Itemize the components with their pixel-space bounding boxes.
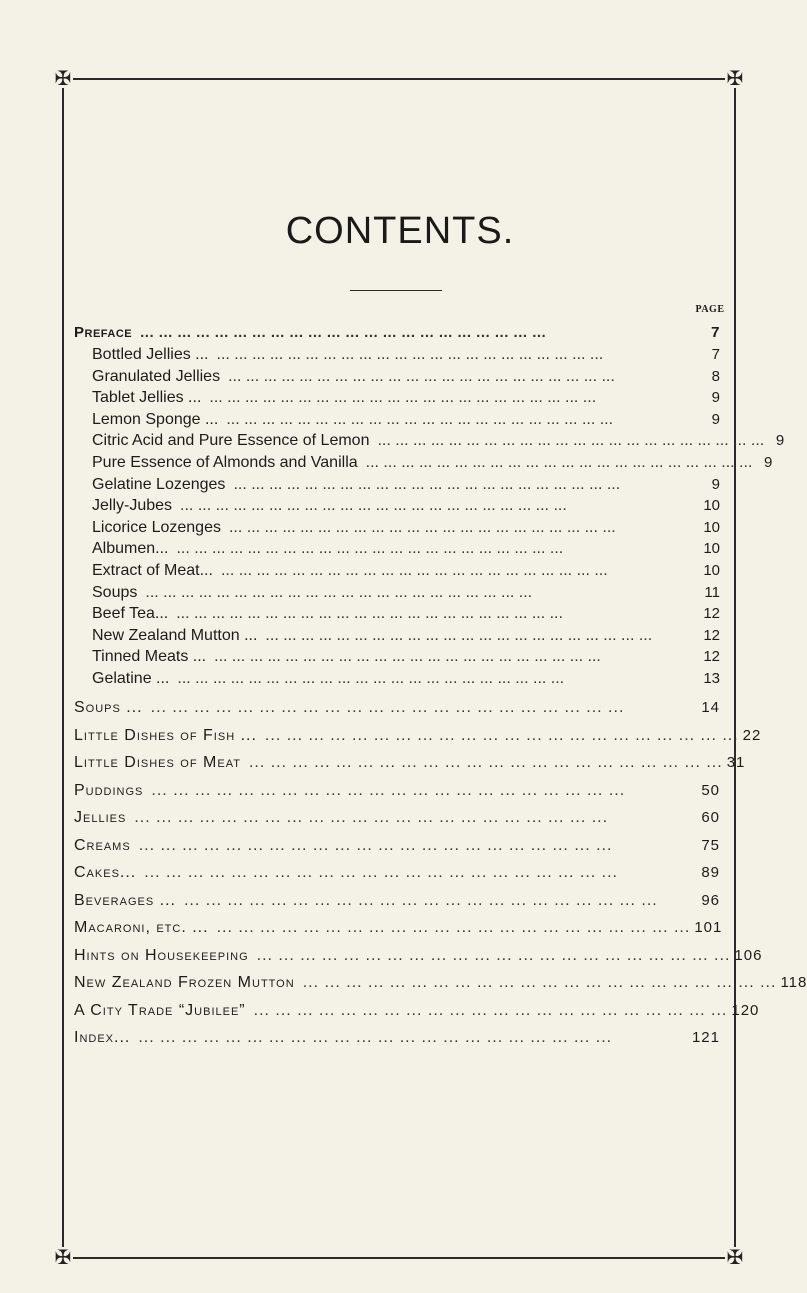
frame-top-rule	[62, 78, 734, 80]
entry-title: Tablet Jellies ...	[92, 389, 202, 407]
dot-leader: ... ... ... ... ... ... ... ... ... ... ... ... ... ... ... ... ... ... ... ... ... ...	[144, 864, 618, 881]
dot-leader: ... ... ... ... ... ... ... ... ... ... ... ... ... ... ... ... ... ... ... ... ... ...	[177, 670, 565, 687]
dot-leader: ... ... ... ... ... ... ... ... ... ... ... ... ... ... ... ... ... ... ... ... ... ...	[228, 367, 615, 385]
toc-entry[interactable]	[74, 726, 762, 745]
entry-title: Soups	[92, 583, 138, 601]
entry-title: Little Dishes of Fish ...	[74, 726, 257, 744]
page-title: CONTENTS.	[285, 210, 515, 252]
toc-subentry[interactable]	[92, 540, 720, 558]
entry-page-number: 7	[711, 346, 720, 363]
entry-page-number: 106	[734, 946, 763, 964]
dot-leader: ... ... ... ... ... ... ... ... ... ... ... ... ... ... ... ... ... ... ... ... ... ...	[253, 1001, 728, 1019]
entry-title: Macaroni, etc. ...	[74, 919, 209, 936]
dot-leader: ... ... ... ... ... ... ... ... ... ... ... ... ... ... ... ... ... ... ... ... ... ...	[377, 432, 765, 450]
toc-entry[interactable]	[74, 1001, 760, 1020]
dot-leader: ... ... ... ... ... ... ... ... ... ... ... ... ... ... ... ... ... ... ... ... ... ...	[216, 346, 604, 363]
entry-page-number: 10	[703, 497, 720, 515]
entry-page-number: 11	[704, 583, 720, 601]
toc-subentry[interactable]	[92, 476, 720, 494]
entry-title: Soups ...	[74, 699, 143, 716]
toc-entry[interactable]	[74, 1029, 720, 1047]
frame-bottom-rule	[62, 1257, 734, 1259]
toc-subentry[interactable]	[92, 648, 720, 666]
toc-subentry[interactable]	[92, 584, 720, 602]
cross-ornament-icon: ✠	[726, 66, 744, 90]
entry-page-number: 120	[731, 1001, 760, 1019]
dot-leader: ... ... ... ... ... ... ... ... ... ... ... ... ... ... ... ... ... ... ... ... ... ...	[216, 919, 691, 936]
toc-subentry[interactable]	[92, 605, 720, 623]
entry-title: Citric Acid and Pure Essence of Lemon	[92, 432, 370, 450]
dot-leader: ... ... ... ... ... ... ... ... ... ... ... ... ... ... ... ... ... ... ... ... ... ...	[248, 754, 723, 771]
toc-subentry[interactable]	[92, 432, 785, 450]
entry-page-number: 9	[775, 432, 785, 450]
toc-subentry[interactable]	[92, 519, 720, 537]
toc-entry[interactable]	[74, 809, 720, 827]
entry-page-number: 9	[764, 454, 773, 471]
entry-title: Gelatine Lozenges	[92, 475, 226, 493]
dot-leader: ... ... ... ... ... ... ... ... ... ... ... ... ... ... ... ... ... ... ... ... ... ...	[209, 389, 597, 407]
entry-title: Pure Essence of Almonds and Vanilla	[92, 454, 358, 471]
entry-title: Gelatine ...	[92, 670, 170, 687]
entry-page-number: 13	[703, 670, 720, 687]
entry-page-number: 9	[711, 410, 720, 428]
frame-left-rule	[62, 78, 64, 1257]
toc-subentry[interactable]	[92, 627, 720, 645]
toc-entry[interactable]	[74, 864, 720, 882]
dot-leader: ... ... ... ... ... ... ... ... ... ... ... ... ... ... ... ... ... ... ... ... ... ...	[228, 518, 616, 536]
toc-entry[interactable]	[74, 892, 720, 910]
entry-page-number: 9	[711, 389, 720, 407]
dot-leader: ... ... ... ... ... ... ... ... ... ... ... ... ... ... ... ... ... ... ... ... ... ...	[264, 726, 739, 744]
toc-subentry[interactable]	[92, 670, 720, 688]
dot-leader: ... ... ... ... ... ... ... ... ... ... ... ... ... ... ... ... ... ... ... ... ... ...	[233, 475, 621, 493]
entry-title: A City Trade “Jubilee”	[74, 1001, 246, 1019]
dot-leader: ... ... ... ... ... ... ... ... ... ... ... ... ... ... ... ... ... ... ... ... ... ...	[220, 562, 608, 579]
toc-entry[interactable]	[74, 974, 807, 992]
dot-leader: ... ... ... ... ... ... ... ... ... ... ... ... ... ... ... ... ... ... ... ... ... ...	[140, 324, 547, 341]
entry-page-number: 50	[701, 781, 720, 799]
entry-title: Bottled Jellies ...	[92, 346, 209, 363]
toc-subentry[interactable]	[92, 368, 720, 386]
toc-subentry[interactable]	[92, 497, 720, 515]
cross-ornament-icon: ✠	[54, 66, 72, 90]
toc-entry-preface[interactable]	[74, 324, 720, 341]
dot-leader: ... ... ... ... ... ... ... ... ... ... ... ... ... ... ... ... ... ... ... ... ... ...	[176, 605, 563, 623]
cross-ornament-icon: ✠	[54, 1245, 72, 1269]
entry-title: Hints on Housekeeping	[74, 946, 249, 964]
dot-leader: ... ... ... ... ... ... ... ... ... ... ... ... ... ... ... ... ... ... ... ... ... ...	[214, 648, 601, 666]
entry-title: Jelly-Jubes	[92, 497, 173, 515]
dot-leader: ... ... ... ... ... ... ... ... ... ... ... ... ... ... ... ... ... ... ... ... ... ...	[365, 454, 753, 471]
dot-leader: ... ... ... ... ... ... ... ... ... ... ... ... ... ... ... ... ... ... ... ... ... ...	[180, 497, 567, 515]
dot-leader: ... ... ... ... ... ... ... ... ... ... ... ... ... ... ... ... ... ... ... ... ... ...	[150, 699, 625, 716]
toc-entry[interactable]	[74, 919, 723, 937]
entry-title: Preface	[74, 324, 133, 341]
dot-leader: ... ... ... ... ... ... ... ... ... ... ... ... ... ... ... ... ... ... ... ... ... ...	[138, 836, 613, 854]
toc-subentry[interactable]	[92, 389, 720, 407]
cross-ornament-icon: ✠	[726, 1245, 744, 1269]
dot-leader: ... ... ... ... ... ... ... ... ... ... ... ... ... ... ... ... ... ... ... ... ... ...	[183, 891, 658, 909]
entry-title: New Zealand Frozen Mutton	[74, 974, 295, 991]
toc-entry[interactable]	[74, 946, 763, 965]
entry-page-number: 121	[691, 1029, 720, 1046]
dot-leader: ... ... ... ... ... ... ... ... ... ... ... ... ... ... ... ... ... ... ... ... ... ...	[138, 1029, 613, 1046]
entry-page-number: 12	[703, 648, 720, 666]
frame-right-rule	[734, 78, 736, 1257]
toc-subentry[interactable]	[92, 562, 720, 580]
dot-leader: ... ... ... ... ... ... ... ... ... ... ... ... ... ... ... ... ... ... ... ... ... ...	[226, 410, 614, 428]
entry-title: Creams	[74, 836, 131, 854]
toc-subentry[interactable]	[92, 346, 720, 364]
dot-leader: ... ... ... ... ... ... ... ... ... ... ... ... ... ... ... ... ... ... ... ... ... ...	[265, 626, 653, 644]
entry-page-number: 12	[703, 605, 720, 623]
entry-page-number: 9	[711, 475, 720, 493]
entry-page-number: 31	[726, 754, 746, 771]
entry-page-number: 7	[711, 324, 720, 341]
dot-leader: ... ... ... ... ... ... ... ... ... ... ... ... ... ... ... ... ... ... ... ... ... ...	[176, 540, 564, 558]
entry-title: Jellies	[74, 809, 127, 826]
entry-page-number: 75	[701, 836, 720, 854]
entry-title: Puddings	[74, 781, 144, 799]
page-column-header: PAGE	[695, 304, 725, 315]
entry-title: Cakes...	[74, 864, 137, 881]
entry-page-number: 118	[780, 974, 807, 991]
entry-title: Beverages ...	[74, 891, 176, 909]
dot-leader: ... ... ... ... ... ... ... ... ... ... ... ... ... ... ... ... ... ... ... ... ... ...	[134, 809, 609, 826]
dot-leader: ... ... ... ... ... ... ... ... ... ... ... ... ... ... ... ... ... ... ... ... ... ...	[256, 946, 731, 964]
entry-title: Lemon Sponge ...	[92, 410, 219, 428]
entry-page-number: 89	[701, 864, 720, 881]
entry-title: New Zealand Mutton ...	[92, 626, 258, 644]
toc-entry[interactable]	[74, 782, 720, 800]
entry-title: Index...	[74, 1029, 131, 1046]
dot-leader: ... ... ... ... ... ... ... ... ... ... ... ... ... ... ... ... ... ... ... ... ... ...	[302, 974, 777, 991]
entry-page-number: 96	[701, 891, 720, 909]
entry-title: Tinned Meats ...	[92, 648, 207, 666]
toc-subentry[interactable]	[92, 454, 773, 472]
dot-leader: ... ... ... ... ... ... ... ... ... ... ... ... ... ... ... ... ... ... ... ... ... ...	[151, 781, 626, 799]
toc-entry[interactable]	[74, 837, 720, 855]
title-divider	[350, 290, 442, 291]
entry-title: Granulated Jellies	[92, 367, 221, 385]
entry-title: Extract of Meat...	[92, 562, 213, 579]
entry-page-number: 14	[701, 699, 720, 716]
toc-entry[interactable]	[74, 754, 746, 772]
entry-title: Little Dishes of Meat	[74, 754, 241, 771]
toc-subentry[interactable]	[92, 411, 720, 429]
entry-page-number: 60	[701, 809, 720, 826]
entry-title: Beef Tea...	[92, 605, 169, 623]
entry-page-number: 22	[742, 726, 762, 744]
entry-page-number: 10	[703, 518, 720, 536]
entry-title: Licorice Lozenges	[92, 518, 221, 536]
entry-page-number: 12	[703, 626, 720, 644]
entry-title: Albumen...	[92, 540, 169, 558]
entry-page-number: 101	[694, 919, 723, 936]
entry-page-number: 10	[703, 562, 720, 579]
toc-entry[interactable]	[74, 699, 720, 717]
dot-leader: ... ... ... ... ... ... ... ... ... ... ... ... ... ... ... ... ... ... ... ... ... ...	[145, 583, 533, 601]
entry-page-number: 8	[711, 367, 720, 385]
entry-page-number: 10	[703, 540, 720, 558]
